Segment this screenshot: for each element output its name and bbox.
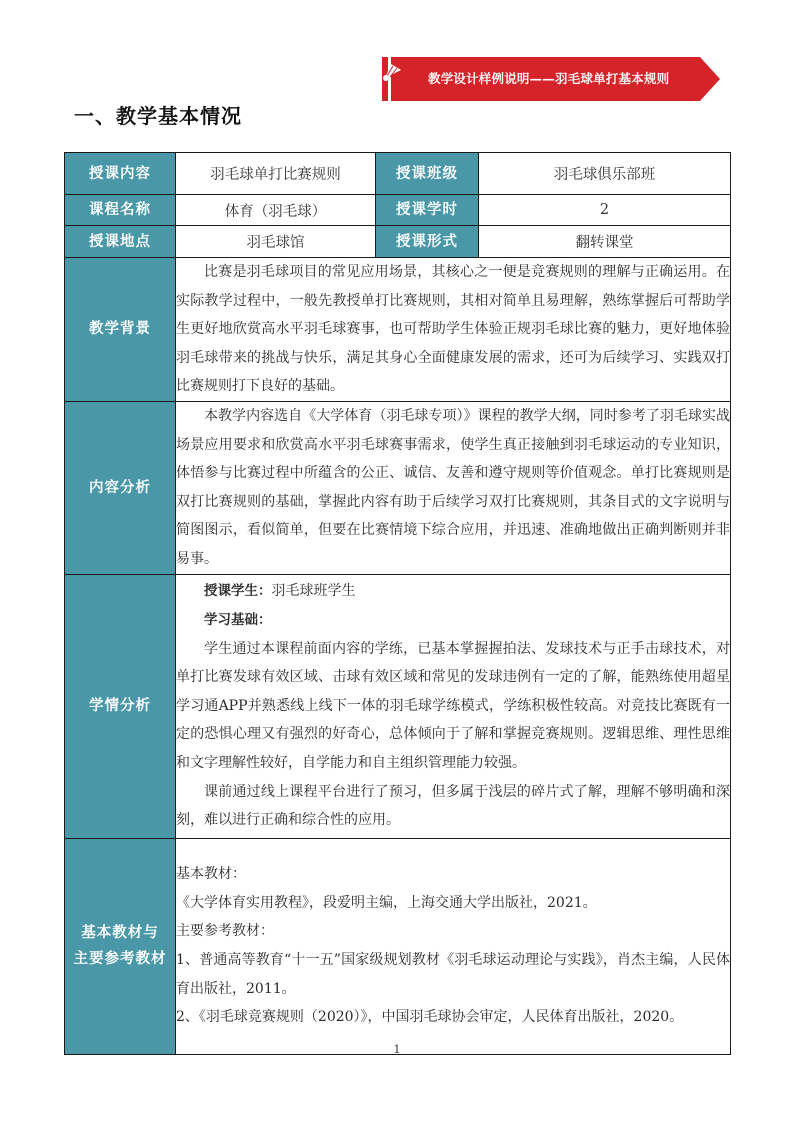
materials-line: 主要参考教材： bbox=[176, 923, 274, 940]
table-row bbox=[65, 153, 731, 195]
shuttlecock-icon bbox=[382, 57, 408, 83]
label-class: 授课班级 bbox=[376, 153, 479, 195]
learner-analysis-cell bbox=[176, 574, 731, 838]
table-row bbox=[65, 226, 731, 258]
students-line bbox=[176, 577, 730, 606]
background-cell bbox=[176, 258, 731, 402]
label-course-content: 授课内容 bbox=[65, 153, 176, 195]
label-learner-analysis: 学情分析 bbox=[65, 574, 176, 838]
learner-para-1: 学生通过本课程前面内容的学练，已基本掌握握拍法、发球技术与正手击球技术，对单打比赛发球有效区域、击球有效区域和常见的发球违例有一定的了解，能熟练使用超星学习通APP并熟悉线上线下一体的羽毛球学练模式，学练积极性较高。对竞技比赛既有一定的恐惧心理又有强烈的好奇心，总体倾向于了解和掌握竞赛规则。逻辑思维、理性思维和文字理解性较好，自学能力和自主组织管理能力较强。 bbox=[176, 640, 730, 771]
students-value: 羽毛球班学生 bbox=[271, 583, 356, 600]
label-course-name: 课程名称 bbox=[65, 195, 176, 226]
background-text: 比赛是羽毛球项目的常见应用场景，其核心之一便是竞赛规则的理解与正确运用。在实际教学过程中，一般先教授单打比赛规则，其相对简单且易理解，熟练掌握后可帮助学生更好地欣赏高水平羽毛球赛事，也可帮助学生体验正规羽毛球比赛的魅力，更好地体验羽毛球带来的挑战与快乐，满足其身心全面健康发展的需求，还可为后续学习、实践双打比赛规则打下良好的基础。 bbox=[176, 264, 730, 395]
label-background: 教学背景 bbox=[65, 258, 176, 402]
header-banner bbox=[382, 57, 720, 101]
label-materials-line2: 主要参考教材 bbox=[73, 951, 167, 968]
materials-line: 1、普通高等教育“十一五”国家级规划教材《羽毛球运动理论与实践》，肖杰主编，人民体育出版社，2011。 bbox=[176, 952, 730, 997]
label-location: 授课地点 bbox=[65, 226, 176, 258]
materials-line: 2、《羽毛球竞赛规则（2020）》，中国羽毛球协会审定，人民体育出版社，2020。 bbox=[176, 1009, 684, 1026]
materials-cell bbox=[176, 838, 731, 1054]
page-number: 1 bbox=[393, 1043, 401, 1056]
materials-line: 基本教材： bbox=[176, 866, 246, 883]
teaching-info-table bbox=[64, 152, 731, 1055]
learner-para-2: 课前通过线上课程平台进行了预习，但多属于浅层的碎片式了解，理解不够明确和深刻，难以进行正确和综合性的应用。 bbox=[176, 783, 730, 829]
table-row bbox=[65, 838, 731, 1054]
label-content-analysis: 内容分析 bbox=[65, 401, 176, 574]
value-course-name: 体育（羽毛球） bbox=[176, 195, 376, 226]
banner-title: 教学设计样例说明——羽毛球单打基本规则 bbox=[428, 71, 670, 86]
basis-label: 学习基础： bbox=[204, 611, 272, 628]
section-title: 一、教学基本情况 bbox=[74, 104, 242, 128]
students-label: 授课学生： bbox=[204, 583, 272, 600]
table-row bbox=[65, 258, 731, 402]
value-class: 羽毛球俱乐部班 bbox=[479, 153, 731, 195]
label-hours: 授课学时 bbox=[376, 195, 479, 226]
content-analysis-text: 本教学内容选自《大学体育（羽毛球专项）》课程的教学大纲，同时参考了羽毛球实战场景应用要求和欣赏高水平羽毛球赛事需求，使学生真正接触到羽毛球运动的专业知识，体悟参与比赛过程中所蕴含的公正、诚信、友善和遵守规则等价值观念。单打比赛规则是双打比赛规则的基础，掌握此内容有助于后续学习双打比赛规则，其条目式的文字说明与简图图示，看似简单，但要在比赛情境下综合应用，并迅速、准确地做出正确判断则并非易事。 bbox=[176, 407, 730, 567]
basis-line bbox=[176, 606, 730, 635]
label-format: 授课形式 bbox=[376, 226, 479, 258]
table-row bbox=[65, 574, 731, 838]
value-course-content: 羽毛球单打比赛规则 bbox=[176, 153, 376, 195]
table-row bbox=[65, 401, 731, 574]
content-analysis-cell bbox=[176, 401, 731, 574]
value-location: 羽毛球馆 bbox=[176, 226, 376, 258]
value-hours: 2 bbox=[479, 195, 731, 226]
table-row bbox=[65, 195, 731, 226]
value-format: 翻转课堂 bbox=[479, 226, 731, 258]
label-materials bbox=[65, 838, 176, 1054]
label-materials-line1: 基本教材与 bbox=[81, 925, 159, 942]
materials-line: 《大学体育实用教程》，段爱明主编，上海交通大学出版社，2021。 bbox=[176, 894, 597, 911]
